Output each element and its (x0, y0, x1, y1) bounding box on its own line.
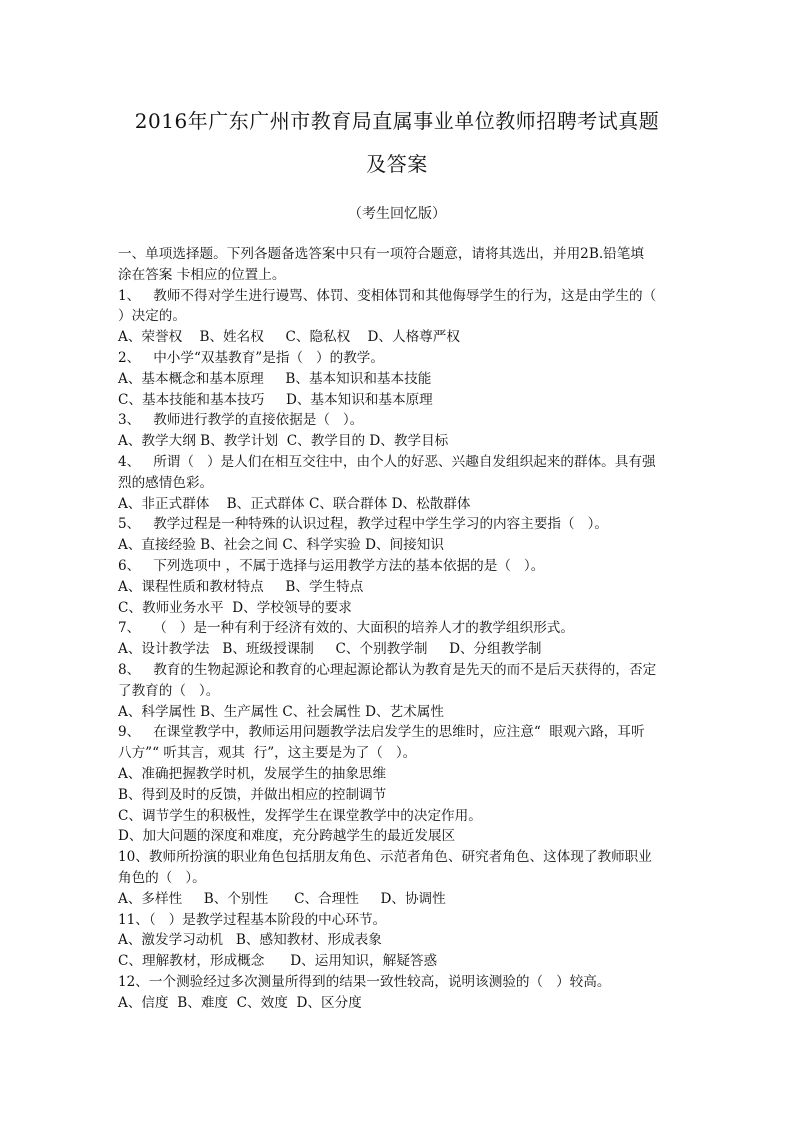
text-line: A、信度 B、难度 C、效度 D、区分度 (118, 994, 362, 1011)
text-line: 5、 教学过程是一种特殊的认识过程，教学过程中学生学习的内容主要指（ ）。 (118, 516, 608, 533)
question-body (118, 244, 678, 1013)
text-line: A、教学大纲 B、教学计划 C、教学目的 D、教学目标 (118, 433, 449, 450)
text-line: 涂在答案 卡相应的位置上。 (118, 266, 286, 283)
text-line: 10、教师所扮演的职业角色包括朋友角色、示范者角色、研究者角色、这体现了教师职业 (118, 849, 652, 866)
document-title-line-1: 2016年广东广州市教育局直属事业单位教师招聘考试真题 (134, 109, 660, 133)
text-line: A、非正式群体 B、正式群体 C、联合群体 D、松散群体 (118, 495, 471, 512)
text-line: A、课程性质和教材特点 B、学生特点 (118, 578, 364, 595)
text-line: A、科学属性 B、生产属性 C、社会属性 D、艺术属性 (118, 703, 444, 720)
text-line: 角色的（ ）。 (118, 869, 206, 886)
text-line: 7、 （ ）是一种有利于经济有效的、大面积的培养人才的教学组织形式。 (118, 620, 574, 637)
text-line: 1、 教师不得对学生进行谩骂、体罚、变相体罚和其他侮辱学生的行为，这是由学生的（ (118, 287, 657, 304)
text-line: C、基本技能和基本技巧 D、基本知识和基本原理 (118, 391, 433, 408)
text-line: A、荣誉权 B、姓名权 C、隐私权 D、人格尊严权 (118, 329, 460, 346)
document-subtitle: （考生回忆版） (348, 206, 446, 222)
text-line: A、基本概念和基本原理 B、基本知识和基本技能 (118, 370, 432, 387)
text-line: 11、（ ）是教学过程基本阶段的中心环节。 (118, 911, 387, 928)
text-line: 12、一个测验经过多次测量所得到的结果一致性较高，说明该测验的（ ）较高。 (118, 973, 611, 990)
document-title-line-2: 及答案 (366, 152, 428, 176)
text-line: A、直接经验 B、社会之间 C、科学实验 D、间接知识 (118, 537, 444, 554)
text-line: C、理解教材，形成概念 D、运用知识，解疑答惑 (118, 953, 438, 970)
text-line: 4、 所谓（ ）是人们在相互交往中，由个人的好恶、兴趣自发组织起来的群体。具有强 (118, 453, 656, 470)
text-line: A、多样性 B、个别性 C、合理性 D、协调性 (118, 890, 446, 907)
text-line: 了教育的（ ）。 (118, 682, 220, 699)
text-line: C、调节学生的积极性，发挥学生在课堂教学中的决定作用。 (118, 807, 482, 824)
text-line: B、得到及时的反馈，并做出相应的控制调节 (118, 786, 387, 803)
text-line: 3、 教师进行教学的直接依据是（ ）。 (118, 412, 364, 429)
text-line: C、教师业务水平 D、学校领导的要求 (118, 599, 352, 616)
text-line: 9、 在课堂教学中，教师运用问题教学法启发学生的思维时，应注意“ 眼观六路，耳听 (118, 724, 645, 741)
text-line: 2、 中小学“双基教育”是指（ ）的教学。 (118, 349, 384, 366)
text-line: 烈的感情色彩。 (118, 474, 214, 491)
text-line: 一、单项选择题。下列各题备选答案中只有一项符合题意，请将其选出，并用2B.铅笔填 (118, 246, 644, 262)
text-line: A、激发学习动机 B、感知教材、形成表象 (118, 932, 382, 949)
text-line: 八方”“ 听其言，观其 行”，这主要是为了（ ）。 (118, 745, 417, 762)
text-line: A、设计教学法 B、班级授课制 C、个别教学制 D、分组教学制 (118, 641, 542, 658)
text-line: ）决定的。 (118, 308, 186, 325)
text-line: 8、 教育的生物起源论和教育的心理起源论都认为教育是先天的而不是后天获得的，否定 (118, 661, 657, 678)
text-line: 6、 下列选项中 ，不属于选择与运用教学方法的基本依据的是（ ）。 (118, 557, 545, 574)
text-line: D、加大问题的深度和难度，充分跨越学生的最近发展区 (118, 828, 456, 845)
text-line: A、准确把握教学时机，发展学生的抽象思维 (118, 765, 387, 782)
